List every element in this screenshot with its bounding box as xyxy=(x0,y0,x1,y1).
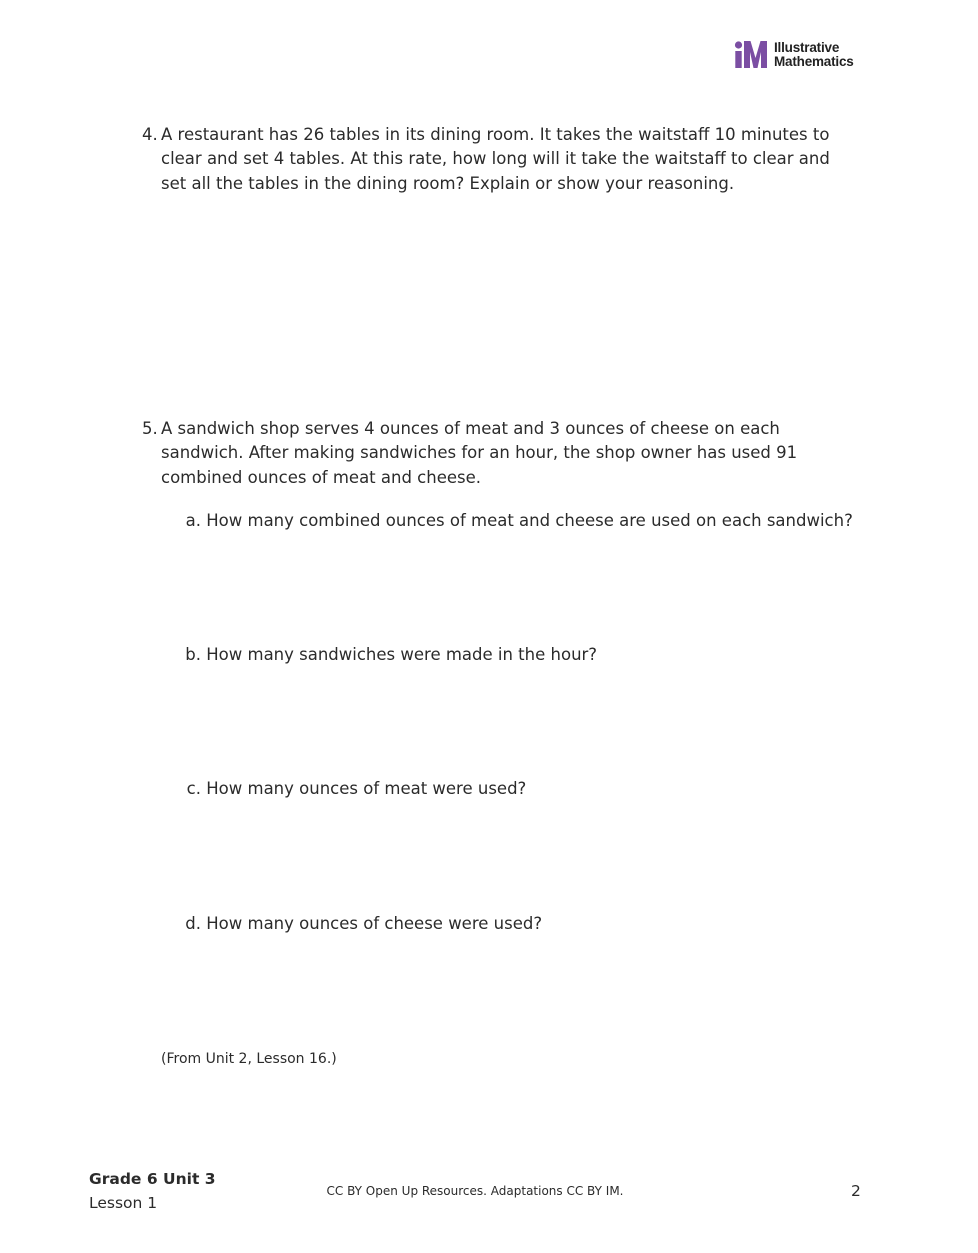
question-5c xyxy=(182,777,526,801)
part-letter: b. xyxy=(185,645,201,664)
source-note: (From Unit 2, Lesson 16.) xyxy=(161,1051,337,1067)
logo-wordmark xyxy=(774,41,854,69)
footer-license: CC BY Open Up Resources. Adaptations CC BY IM. xyxy=(326,1184,624,1198)
part-text: How many sandwiches were made in the hour? xyxy=(206,645,598,664)
question-5b xyxy=(182,643,597,667)
im-logo xyxy=(734,40,874,72)
part-text: How many combined ounces of meat and cheese are used on each sandwich? xyxy=(206,511,853,530)
part-letter: c. xyxy=(186,779,201,798)
question-text: A restaurant has 26 tables in its dining room. It takes the waitstaff 10 minutes to clear and set 4 tables. At this rate, how long will it take the waitstaff to clear and set all the tables in the dining room? Explain or show your reasoning. xyxy=(161,125,830,193)
question-5a xyxy=(182,509,853,533)
question-number: 4. xyxy=(142,125,158,144)
page-number: 2 xyxy=(851,1182,861,1200)
part-letter: d. xyxy=(185,914,201,933)
im-logo-icon xyxy=(734,41,768,69)
logo-line-2: Mathematics xyxy=(774,54,854,69)
part-text: How many ounces of meat were used? xyxy=(206,779,527,798)
part-text: How many ounces of cheese were used? xyxy=(206,914,543,933)
question-text: A sandwich shop serves 4 ounces of meat and 3 ounces of cheese on each sandwich. After making sandwiches for an hour, the shop owner has used 91 combined ounces of meat and cheese. xyxy=(161,419,798,487)
logo-line-1: Illustrative xyxy=(774,40,840,55)
question-number: 5. xyxy=(142,419,158,438)
part-letter: a. xyxy=(185,511,201,530)
footer-lesson: Lesson 1 xyxy=(89,1194,158,1212)
question-5d xyxy=(182,912,542,936)
footer-grade: Grade 6 Unit 3 xyxy=(89,1170,216,1188)
